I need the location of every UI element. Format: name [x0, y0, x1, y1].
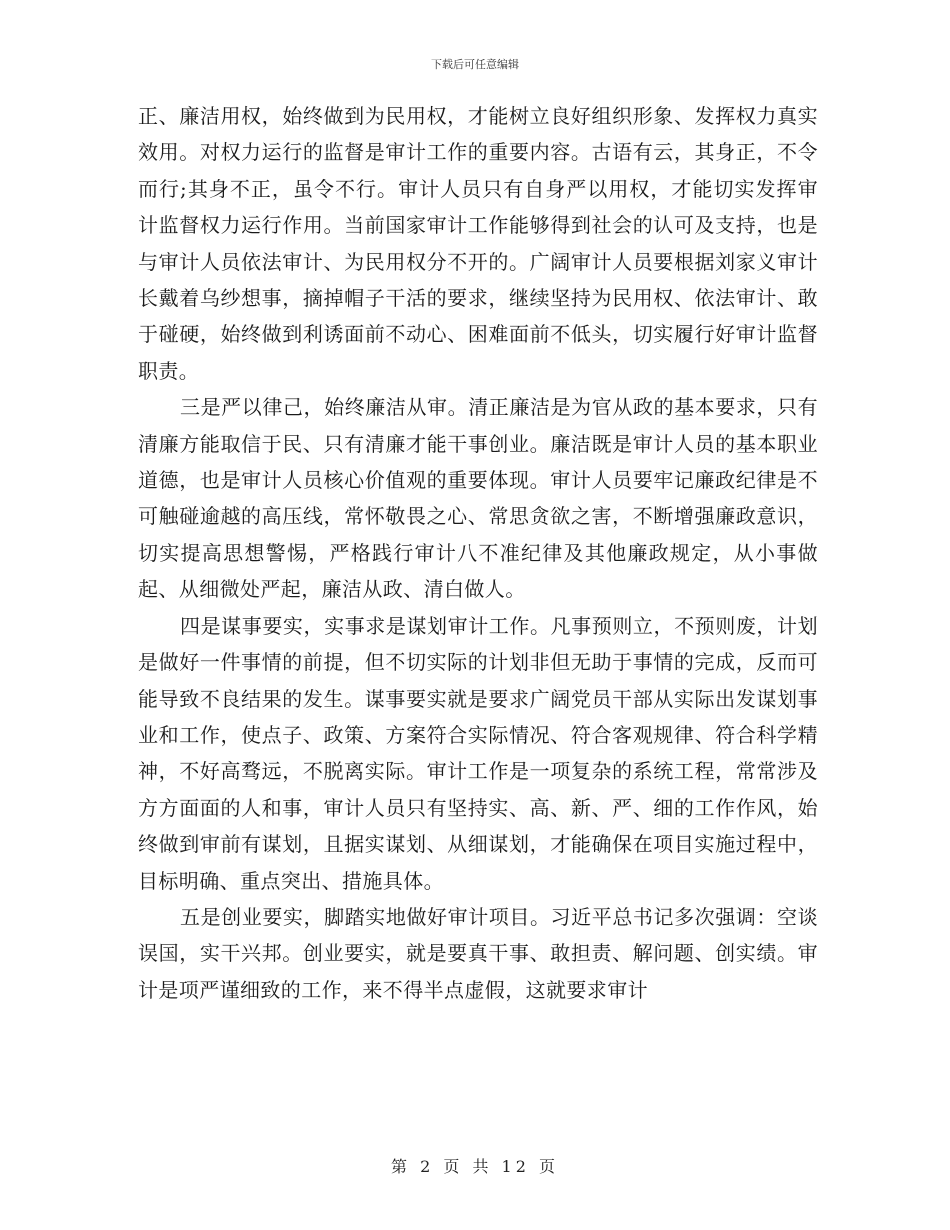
paragraph-3: 四是谋事要实，实事求是谋划审计工作。凡事预则立，不预则废，计划是做好一件事情的前提，但不切实际的计划非但无助于事情的完成，反而可能导致不良结果的发生。谋事要实就是要求广阔党员干部从实际出发谋划事业和工作，使点子、政策、方案符合实际情况、符合客观规律、符合科学精神，不好高骛远，不脱离实际。审计工作是一项复杂的系统工程，常常涉及方方面面的人和事，审计人员只有坚持实、高、新、严、细的工作作风，始终做到审前有谋划，且据实谋划、从细谋划，才能确保在项目实施过程中，目标明确、重点突出、措施具体。	[138, 613, 818, 893]
page-header-note: 下载后可任意编辑	[431, 58, 519, 71]
document-body	[138, 98, 818, 1008]
paragraph-4: 五是创业要实，脚踏实地做好审计项目。习近平总书记多次强调：空谈误国，实干兴邦。创业要实，就是要真干事、敢担责、解问题、创实绩。审计是项严谨细致的工作，来不得半点虚假，这就要求审计	[138, 904, 818, 1002]
page-number-footer: 第 2 页 共 12 页	[391, 1157, 559, 1176]
paragraph-2: 三是严以律己，始终廉洁从审。清正廉洁是为官从政的基本要求，只有清廉方能取信于民、只有清廉才能干事创业。廉洁既是审计人员的基本职业道德，也是审计人员核心价值观的重要体现。审计人员要牢记廉政纪律是不可触碰逾越的高压线，常怀敬畏之心、常思贪欲之害，不断增强廉政意识，切实提高思想警惕，严格践行审计八不准纪律及其他廉政规定，从小事做起、从细微处严起，廉洁从政、清白做人。	[138, 395, 818, 602]
paragraph-1: 正、廉洁用权，始终做到为民用权，才能树立良好组织形象、发挥权力真实效用。对权力运行的监督是审计工作的重要内容。古语有云，其身正，不令而行;其身不正，虽令不行。审计人员只有自身严以用权，才能切实发挥审计监督权力运行作用。当前国家审计工作能够得到社会的认可及支持，也是与审计人员依法审计、为民用权分不开的。广阔审计人员要根据刘家义审计长戴着乌纱想事，摘掉帽子干活的要求，继续坚持为民用权、依法审计、敢于碰硬，始终做到利诱面前不动心、困难面前不低头，切实履行好审计监督职责。	[138, 104, 818, 383]
